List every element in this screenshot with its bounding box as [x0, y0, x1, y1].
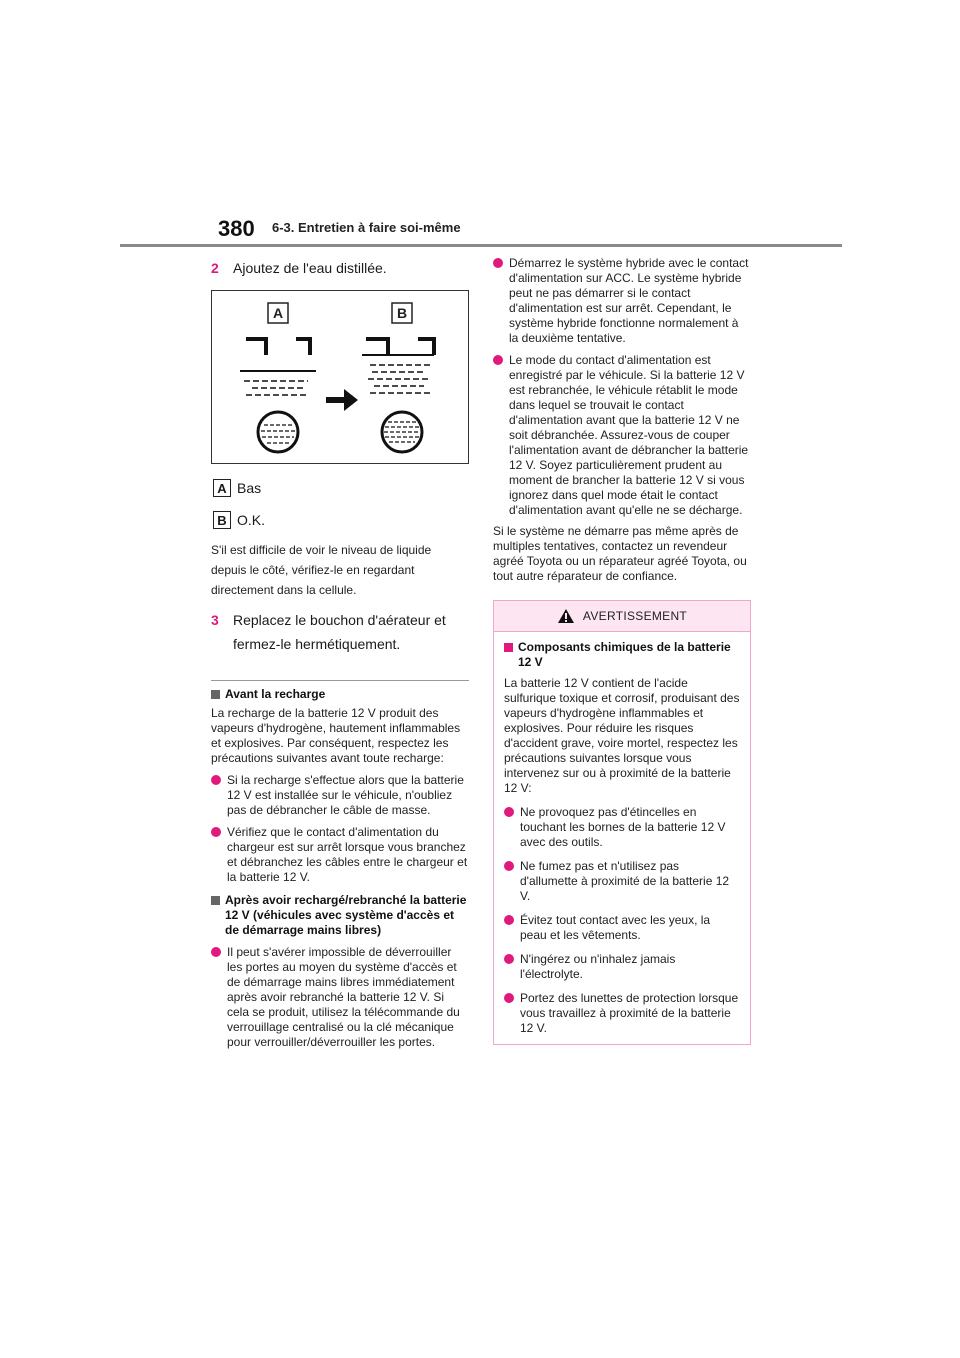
bullet-dot-icon	[211, 947, 221, 957]
step-2	[211, 256, 469, 280]
left-column	[211, 256, 469, 1050]
low-level-cell	[240, 339, 316, 395]
warning-subheading	[504, 640, 740, 670]
ok-level-cell	[362, 339, 434, 393]
section-title: 6-3. Entretien à faire soi-même	[272, 220, 461, 235]
closing-paragraph: Si le système ne démarre pas même après de multiples tentatives, contactez un revendeur agréé Toyota ou un réparateur agréé Toyota, ou tout autre réparateur de confiance.	[493, 524, 747, 583]
square-bullet-icon	[211, 896, 220, 905]
side-view-note: S'il est difficile de voir le niveau de liquide depuis le côté, vérifiez-le en regardant directement dans la cellule.	[211, 543, 432, 597]
bullet-text: Le mode du contact d'alimentation est enregistré par le véhicule. Si la batterie 12 V est rebranchée, le véhicule rétablit le mode dans lequel se trouvait le contact d'alimentation avant que la batterie 12 V ne soit débranchée. Assurez-vous de couper l'alimentation avant de débrancher la batterie 12 V. Soyez particulièrement prudent au moment de brancher la batterie 12 V si vous ignorez dans quel mode était le contact d'alimentation avant qu'elle ne se décharge.	[509, 353, 749, 517]
section-divider	[211, 680, 469, 681]
bullet-dot-icon	[211, 775, 221, 785]
water-level-figure	[211, 290, 469, 464]
step-number: 2	[211, 260, 219, 276]
list-item	[504, 805, 740, 850]
bullet-dot-icon	[504, 954, 514, 964]
bullet-dot-icon	[504, 861, 514, 871]
bullet-dot-icon	[504, 915, 514, 925]
legend-text: O.K.	[237, 512, 266, 528]
legend-key: B	[213, 511, 231, 529]
list-item	[211, 945, 469, 1050]
figure-legend	[211, 476, 469, 532]
bullet-text: N'ingérez ou n'inhalez jamais l'électrolyte.	[520, 952, 676, 981]
square-bullet-icon	[504, 643, 513, 652]
bullet-text: Évitez tout contact avec les yeux, la peau et les vêtements.	[520, 913, 711, 942]
legend-row-a	[211, 476, 469, 500]
warning-intro: La batterie 12 V contient de l'acide sulfurique toxique et corrosif, produisant des vapeurs d'hydrogène inflammables et explosives. Pour réduire les risques d'accident grave, voire mortel, respectez les précautions suivantes lorsque vous intervenez sur ou à proximité de la batterie 12 V:	[504, 676, 740, 795]
heading-text: Composants chimiques de la batterie 12 V	[518, 640, 731, 669]
right-column	[493, 256, 751, 1045]
legend-key: A	[213, 479, 231, 497]
list-item	[493, 353, 751, 518]
step-text: Ajoutez de l'eau distillée.	[233, 260, 387, 276]
label-b: B	[396, 305, 408, 321]
step-3	[211, 608, 469, 656]
bullet-text: Démarrez le système hybride avec le contact d'alimentation sur ACC. Le système hybride peut ne pas démarrer si le contact d'alimentation est sur arrêt. Cependant, le système hybride fonctionne normalement à la deuxième tentative.	[509, 256, 749, 345]
before-charge-heading	[211, 687, 469, 702]
step-text: Replacez le bouchon d'aérateur et fermez-le hermétiquement.	[233, 612, 446, 652]
bullet-dot-icon	[504, 807, 514, 817]
legend-text: Bas	[237, 480, 262, 496]
bullet-text: Vérifiez que le contact d'alimentation du chargeur est sur arrêt lorsque vous branchez et débranchez les câbles entre le chargeur et la batterie 12 V.	[227, 825, 468, 884]
heading-text: Avant la recharge	[225, 687, 326, 701]
after-charge-heading	[211, 893, 469, 938]
ok-level-top-view	[382, 412, 422, 452]
label-a: A	[272, 305, 284, 321]
bullet-dot-icon	[504, 993, 514, 1003]
warning-triangle-icon	[557, 608, 575, 624]
bullet-text: Il peut s'avérer impossible de déverrouiller les portes au moyen du système d'accès et de démarrage mains libres immédiatement après avoir rebranché la batterie 12 V. Si cela se produit, utilisez la télécommande du verrouillage centralisé ou la clé mécanique pour verrouiller/déverrouiller les portes.	[227, 945, 460, 1049]
bullet-text: Portez des lunettes de protection lorsque vous travaillez à proximité de la batterie 12 V.	[520, 991, 739, 1035]
page-number: 380	[218, 216, 255, 241]
bullet-dot-icon	[493, 258, 503, 268]
before-charge-intro: La recharge de la batterie 12 V produit des vapeurs d'hydrogène, hautement inflammables et explosives. Par conséquent, respectez les précautions suivantes avant toute recharge:	[211, 706, 461, 765]
list-item	[504, 913, 740, 943]
heading-text: Après avoir rechargé/rebranché la batterie 12 V (véhicules avec système d'accès et de démarrage mains libres)	[225, 893, 467, 937]
warning-title: AVERTISSEMENT	[582, 609, 688, 623]
list-item	[493, 256, 751, 346]
list-item	[504, 859, 740, 904]
list-item	[504, 952, 740, 982]
list-item	[211, 825, 469, 885]
warning-header	[494, 601, 750, 632]
low-level-top-view	[258, 412, 298, 452]
step-number: 3	[211, 612, 219, 628]
arrow-right-icon	[326, 389, 358, 411]
bullet-text: Ne provoquez pas d'étincelles en touchant les bornes de la batterie 12 V avec des outils.	[520, 805, 726, 849]
bullet-text: Ne fumez pas et n'utilisez pas d'allumette à proximité de la batterie 12 V.	[520, 859, 730, 903]
water-level-illustration	[212, 291, 468, 463]
bullet-dot-icon	[493, 355, 503, 365]
legend-row-b	[211, 508, 469, 532]
list-item	[504, 991, 740, 1036]
bullet-text: Si la recharge s'effectue alors que la batterie 12 V est installée sur le véhicule, n'oubliez pas de débrancher le câble de masse.	[227, 773, 464, 817]
header-rule	[120, 244, 842, 247]
bullet-dot-icon	[211, 827, 221, 837]
square-bullet-icon	[211, 690, 220, 699]
list-item	[211, 773, 469, 818]
warning-box	[493, 600, 751, 1045]
